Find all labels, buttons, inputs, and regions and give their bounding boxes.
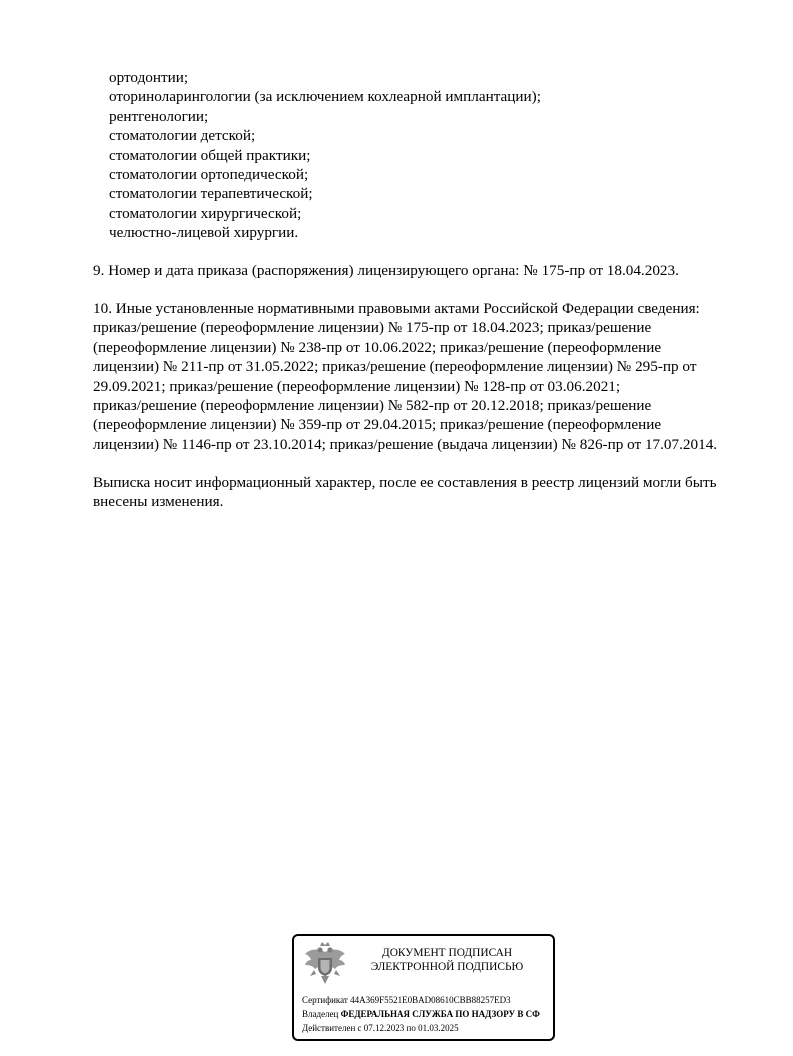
paragraph-line: (переоформление лицензии) № 238-пр от 10.06.2022; приказ/решение (переоформление	[93, 338, 662, 356]
stamp-title	[352, 946, 542, 974]
coat-of-arms-icon	[302, 940, 348, 986]
list-item: стоматологии терапевтической;	[109, 185, 313, 203]
electronic-signature-stamp	[292, 934, 555, 1041]
list-item: стоматологии общей практики;	[109, 146, 311, 164]
specialty-list	[109, 68, 749, 243]
certificate-value: 44A369F5521E0BAD08610CBB88257ED3	[350, 995, 511, 1005]
list-item: стоматологии хирургической;	[109, 204, 302, 222]
paragraph-line: 29.09.2021; приказ/решение (переоформление лицензии) № 128-пр от 03.06.2021;	[93, 377, 621, 395]
owner-value: ФЕДЕРАЛЬНАЯ СЛУЖБА ПО НАДЗОРУ В СФ	[340, 1009, 540, 1019]
order-number-paragraph: 9. Номер и дата приказа (распоряжения) лицензирующего органа: № 175-пр от 18.04.2023.	[93, 262, 679, 279]
list-item: оториноларингологии (за исключением кохлеарной имплантации);	[109, 88, 541, 106]
stamp-title-line: ДОКУМЕНТ ПОДПИСАН	[381, 947, 513, 959]
paragraph-line: лицензии) № 211-пр от 31.05.2022; приказ/решение (переоформление лицензии) № 295-пр от	[93, 358, 697, 376]
certificate-label: Сертификат	[302, 995, 348, 1005]
validity-row: Действителен с 07.12.2023 по 01.03.2025	[302, 1023, 459, 1033]
paragraph-line: (переоформление лицензии) № 359-пр от 29.04.2015; приказ/решение (переоформление	[93, 416, 662, 434]
list-item: челюстно-лицевой хирургии.	[109, 224, 299, 242]
paragraph-line: внесены изменения.	[93, 493, 224, 511]
certificate-row	[302, 995, 511, 1006]
paragraph-line: 10. Иные установленные нормативными правовыми актами Российской Федерации сведения:	[93, 300, 700, 317]
paragraph-line: лицензии) № 1146-пр от 23.10.2014; приказ/решение (выдача лицензии) № 826-пр от 17.07.2014.	[93, 435, 718, 453]
list-item: рентгенологии;	[109, 107, 209, 125]
stamp-title-line: ЭЛЕКТРОННОЙ ПОДПИСЬЮ	[370, 961, 524, 973]
paragraph-line: приказ/решение (переоформление лицензии) № 175-пр от 18.04.2023; приказ/решение	[93, 319, 652, 337]
paragraph-line: Выписка носит информационный характер, после ее составления в реестр лицензий могли быть	[93, 474, 717, 491]
owner-label: Владелец	[302, 1009, 339, 1019]
owner-row	[302, 1009, 540, 1020]
other-information-paragraph	[93, 299, 753, 454]
list-item: стоматологии детской;	[109, 127, 256, 145]
paragraph-line: приказ/решение (переоформление лицензии) № 582-пр от 20.12.2018; приказ/решение	[93, 397, 652, 415]
list-item: ортодонтии;	[109, 69, 189, 86]
list-item: стоматологии ортопедической;	[109, 166, 309, 184]
disclaimer-paragraph	[93, 473, 753, 512]
